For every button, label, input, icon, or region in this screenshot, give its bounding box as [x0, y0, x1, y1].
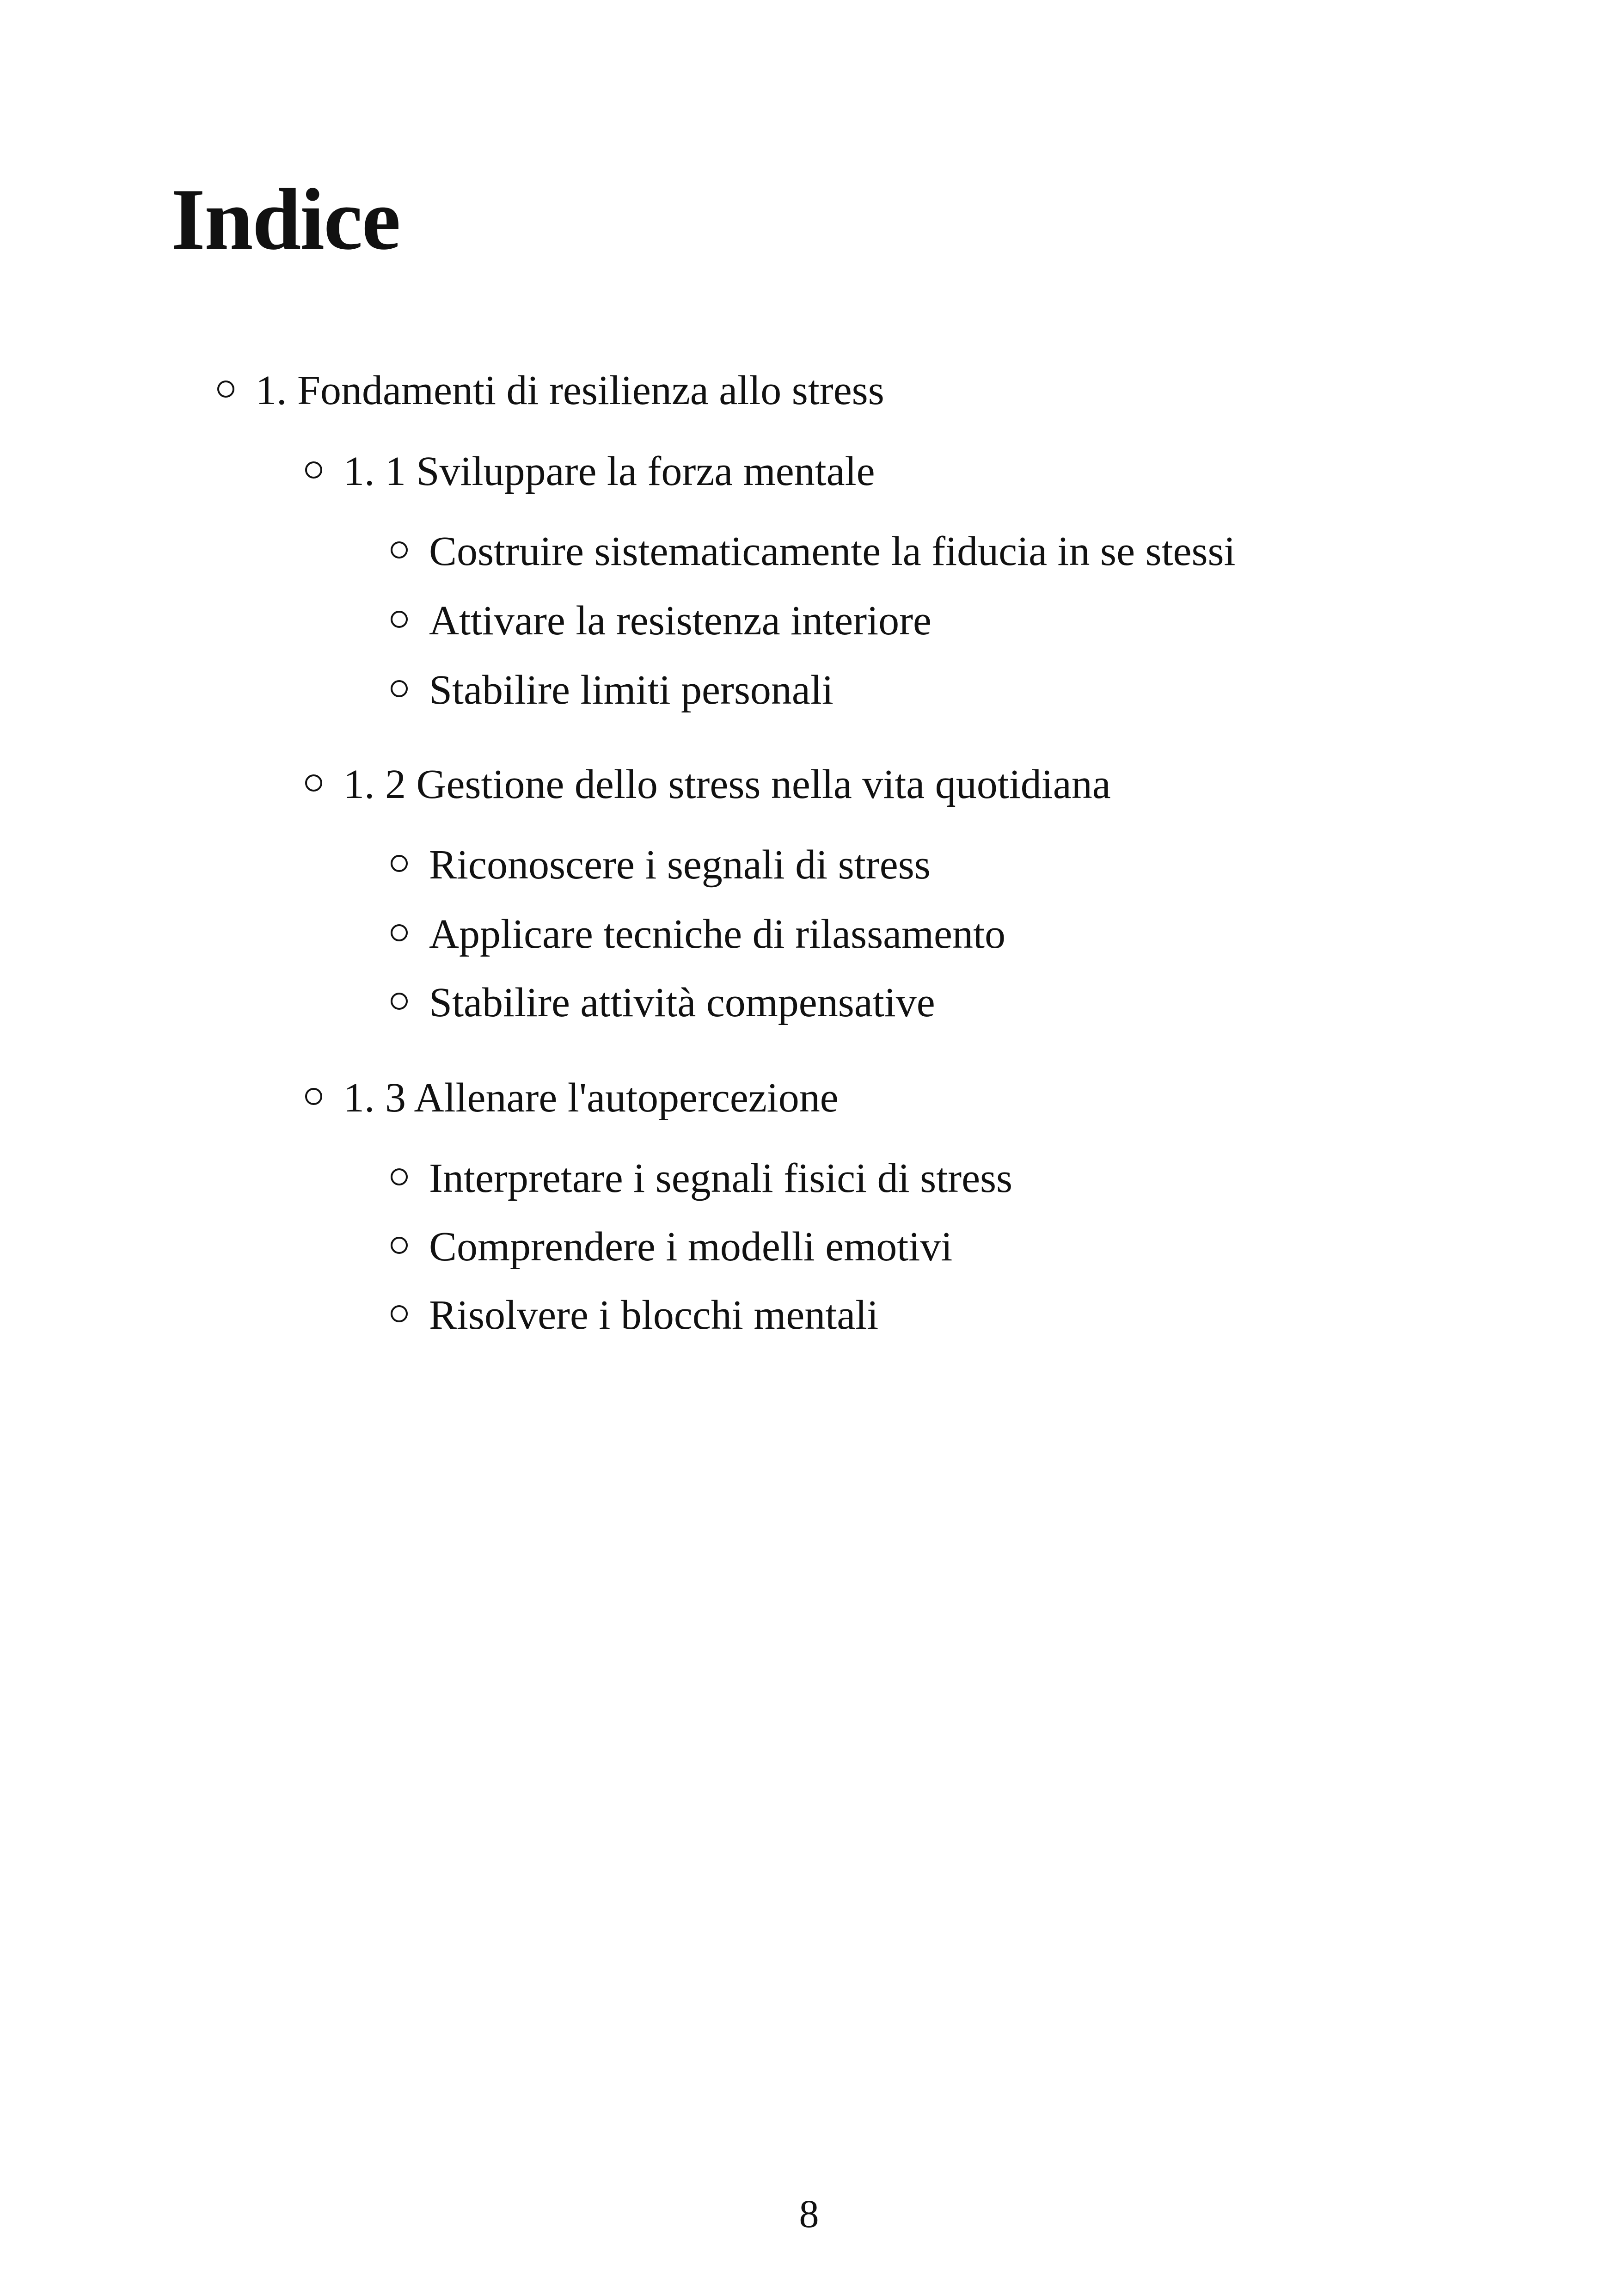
- circle-bullet-icon: [391, 1237, 408, 1254]
- toc-item[interactable]: [391, 982, 935, 1024]
- toc-item[interactable]: [391, 600, 932, 642]
- toc-item-label: Attivare la resistenza interiore: [429, 598, 932, 644]
- toc-item[interactable]: [391, 1226, 952, 1268]
- toc-chapter-1[interactable]: [217, 370, 884, 411]
- toc-item-label: Applicare tecniche di rilassamento: [429, 911, 1005, 957]
- toc-item-label: Interpretare i segnali fisici di stress: [429, 1155, 1013, 1201]
- page-number: 8: [799, 2192, 819, 2236]
- circle-bullet-icon: [391, 855, 408, 872]
- toc-item[interactable]: [391, 1292, 879, 1338]
- page-title: Indice: [171, 171, 400, 268]
- toc-item[interactable]: [391, 669, 834, 711]
- toc-item[interactable]: [391, 528, 1236, 574]
- toc-item-label: Stabilire attività compensative: [429, 980, 935, 1025]
- circle-bullet-icon: [391, 611, 408, 628]
- toc-item-label: Costruire sistematicamente la fiducia in se stessi: [429, 528, 1236, 574]
- circle-bullet-icon: [391, 1305, 408, 1322]
- toc-section-label: 1. 1 Sviluppare la forza mentale: [343, 448, 875, 494]
- circle-bullet-icon: [391, 993, 408, 1010]
- circle-bullet-icon: [305, 774, 322, 792]
- toc-item[interactable]: [391, 1155, 1013, 1201]
- toc-section-label: 1. 2 Gestione dello stress nella vita quotidiana: [343, 761, 1111, 807]
- circle-bullet-icon: [391, 680, 408, 697]
- toc-item-label: Stabilire limiti personali: [429, 667, 834, 713]
- toc-section-1-1[interactable]: [305, 448, 875, 494]
- circle-bullet-icon: [305, 461, 322, 479]
- toc-item[interactable]: [391, 911, 1005, 957]
- circle-bullet-icon: [391, 541, 408, 559]
- circle-bullet-icon: [391, 1168, 408, 1185]
- toc-item-label: Riconoscere i segnali di stress: [429, 842, 931, 888]
- circle-bullet-icon: [217, 381, 234, 398]
- toc-section-1-2[interactable]: [305, 761, 1111, 807]
- toc-section-1-3[interactable]: [305, 1077, 839, 1119]
- toc-chapter-label: 1. Fondamenti di resilienza allo stress: [256, 368, 884, 413]
- toc-item[interactable]: [391, 844, 931, 886]
- toc-item-label: Comprendere i modelli emotivi: [429, 1224, 953, 1270]
- toc-item-label: Risolvere i blocchi mentali: [429, 1292, 879, 1338]
- circle-bullet-icon: [391, 924, 408, 941]
- toc-section-label: 1. 3 Allenare l'autopercezione: [343, 1075, 839, 1121]
- circle-bullet-icon: [305, 1088, 322, 1105]
